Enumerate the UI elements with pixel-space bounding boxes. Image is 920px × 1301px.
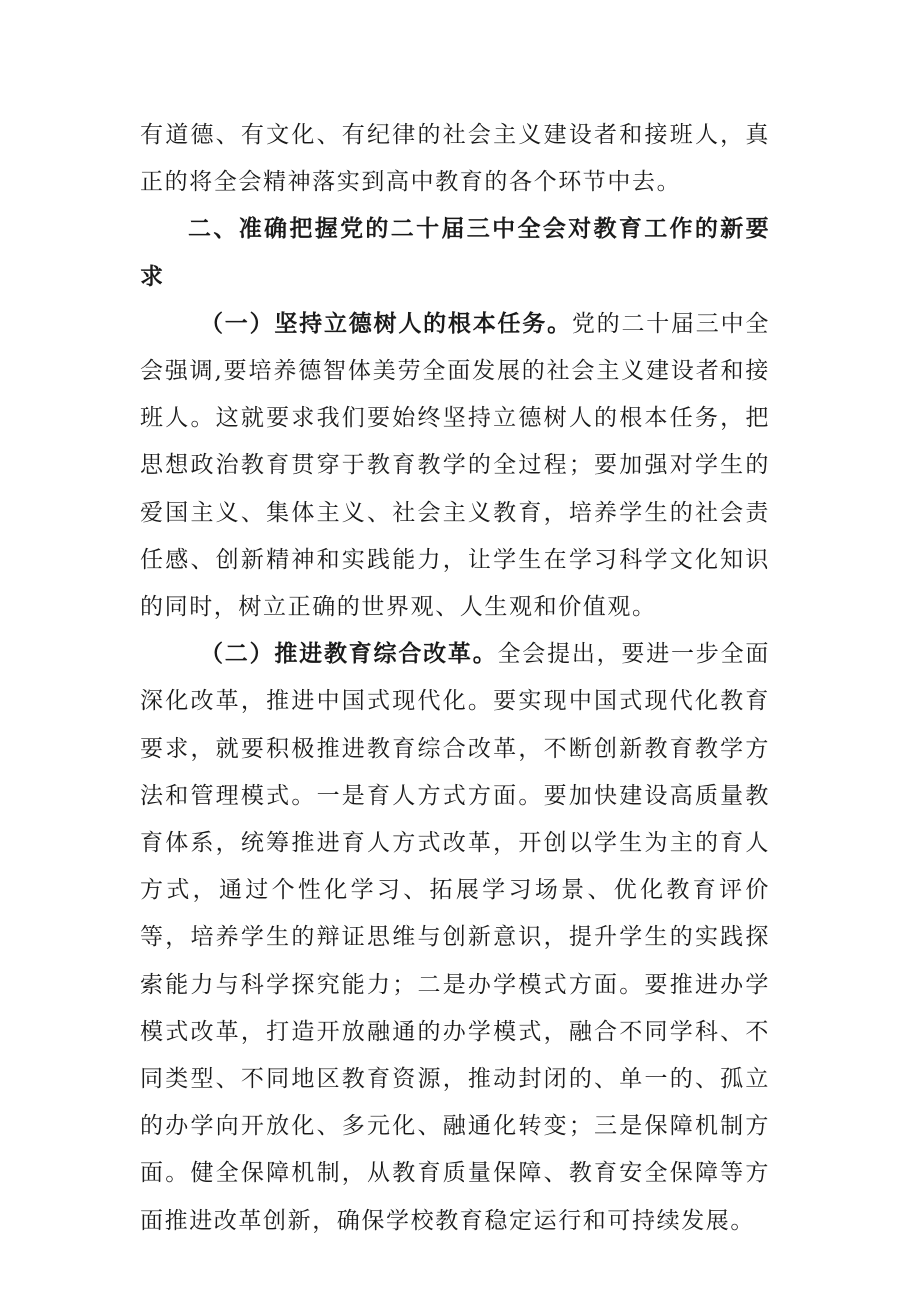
document-body — [140, 112, 770, 1245]
intro-paragraph: 有道德、有文化、有纪律的社会主义建设者和接班人，真正的将全会精神落实到高中教育的各个环节中去。 — [140, 122, 770, 196]
subsection-1-lead: （一）坚持立德树人的根本任务。 — [200, 310, 572, 337]
subsection-1-paragraph — [140, 301, 770, 631]
subsection-2-paragraph — [140, 631, 770, 1245]
subsection-2-lead: （二）推进教育综合改革。 — [200, 641, 498, 668]
section-heading: 二、准确把握党的二十届三中全会对教育工作的新要求 — [140, 216, 770, 290]
subsection-1-body: 党的二十届三中全会强调,要培养德智体美劳全面发展的社会主义建设者和接班人。这就要求我们要始终坚持立德树人的根本任务，把思想政治教育贯穿于教育教学的全过程；要加强对学生的爱国主义、集体主义、社会主义教育，培养学生的社会责任感、创新精神和实践能力，让学生在学习科学文化知识的同时，树立正确的世界观、人生观和价值观。 — [140, 310, 770, 621]
subsection-2-body: 全会提出，要进一步全面深化改革，推进中国式现代化。要实现中国式现代化教育要求，就要积极推进教育综合改革，不断创新教育教学方法和管理模式。一是育人方式方面。要加快建设高质量教育体系，统筹推进育人方式改革，开创以学生为主的育人方式，通过个性化学习、拓展学习场景、优化教育评价等，培养学生的辩证思维与创新意识，提升学生的实践探索能力与科学探究能力；二是办学模式方面。要推进办学模式改革，打造开放融通的办学模式，融合不同学科、不同类型、不同地区教育资源，推动封闭的、单一的、孤立的办学向开放化、多元化、融通化转变；三是保障机制方面。健全保障机制，从教育质量保障、教育安全保障等方面推进改革创新，确保学校教育稳定运行和可持续发展。 — [140, 641, 770, 1234]
